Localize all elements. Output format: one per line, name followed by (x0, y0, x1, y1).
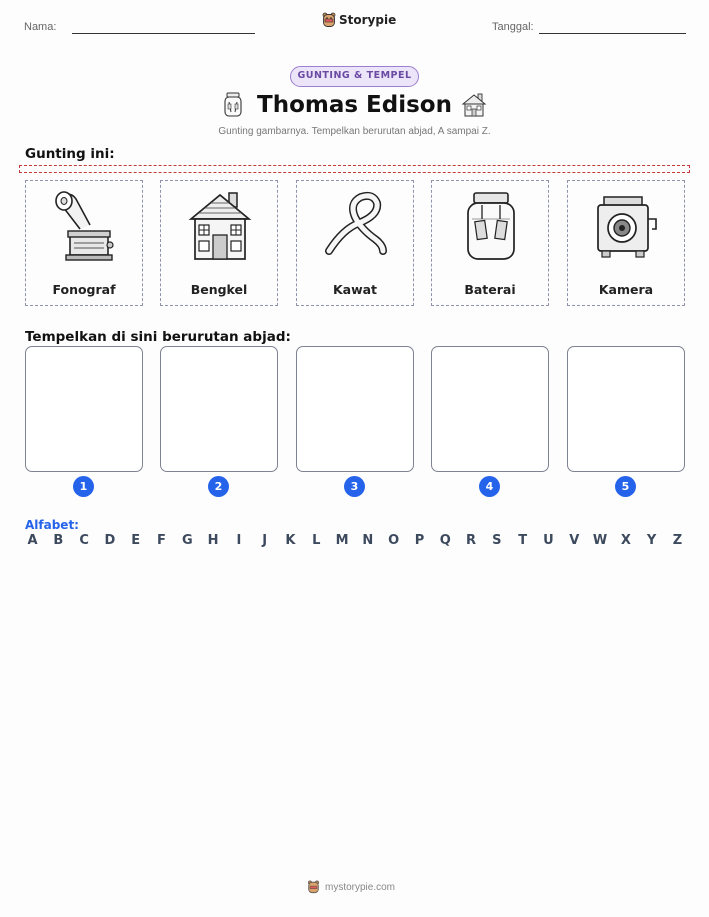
name-field[interactable] (72, 33, 255, 34)
alphabet-letter: R (466, 533, 477, 548)
wire-coil-icon (321, 189, 391, 263)
footer-url: mystorypie.com (325, 881, 396, 893)
paste-slot-3[interactable] (296, 346, 414, 472)
paste-slot-1[interactable] (25, 346, 143, 472)
cut-card-fonograf[interactable] (25, 180, 143, 306)
alphabet-letter: L (312, 533, 321, 548)
scissors-cut-line (19, 165, 690, 173)
card-label: Kamera (598, 282, 654, 297)
footer (307, 880, 395, 894)
alphabet-letter: H (207, 533, 219, 548)
slot-number-badge: 3 (344, 476, 365, 497)
name-label: Nama: (24, 21, 57, 33)
alphabet-label: Alfabet: (25, 518, 79, 532)
camera-icon (592, 189, 662, 263)
instructions: Gunting gambarnya. Tempelkan berurutan abjad, A sampai Z. (218, 126, 491, 137)
alphabet-letter: N (362, 533, 374, 548)
cut-card-kamera[interactable] (567, 180, 685, 306)
alphabet-letter: J (262, 533, 268, 548)
cut-section-title: Gunting ini: (25, 146, 115, 162)
phonograph-icon (50, 189, 120, 263)
alphabet-letter: X (620, 533, 631, 548)
card-label: Baterai (464, 282, 516, 297)
alphabet-letter: O (388, 533, 400, 548)
card-label: Kawat (332, 282, 378, 297)
alphabet-letter: D (104, 533, 116, 548)
alphabet-letter: Z (672, 533, 683, 548)
alphabet-letter: E (131, 533, 141, 548)
paste-slot-4[interactable] (431, 346, 549, 472)
paste-slot-5[interactable] (567, 346, 685, 472)
workshop-house-icon (461, 92, 487, 118)
cut-card-kawat[interactable] (296, 180, 414, 306)
paste-slot-2[interactable] (160, 346, 278, 472)
activity-badge: GUNTING & TEMPEL (290, 66, 419, 87)
card-label: Fonograf (52, 282, 116, 297)
alphabet-letter: F (157, 533, 166, 548)
page-title: Thomas Edison (257, 92, 452, 118)
storypie-bear-icon (307, 880, 320, 894)
alphabet-letter: V (569, 533, 580, 548)
date-label: Tanggal: (492, 21, 534, 33)
paste-section-title: Tempelkan di sini berurutan abjad: (25, 329, 291, 345)
alphabet-letter: U (543, 533, 554, 548)
cut-card-bengkel[interactable] (160, 180, 278, 306)
slot-number-badge: 1 (73, 476, 94, 497)
date-field[interactable] (539, 33, 686, 34)
alphabet-letter: C (79, 533, 89, 548)
alphabet-letter: Y (646, 533, 657, 548)
slot-number-badge: 4 (479, 476, 500, 497)
slot-number-badge: 2 (208, 476, 229, 497)
brand-name: Storypie (339, 13, 397, 27)
alphabet-letter: B (53, 533, 64, 548)
alphabet-letter: A (27, 533, 38, 548)
storypie-bear-icon (322, 12, 336, 28)
alphabet-letter: I (236, 533, 242, 548)
battery-jar-icon (456, 189, 526, 263)
alphabet-letter: G (181, 533, 193, 548)
slot-number-badge: 5 (615, 476, 636, 497)
alphabet-letter: T (518, 533, 528, 548)
alphabet-letter: W (592, 533, 608, 548)
alphabet-letter: P (414, 533, 425, 548)
alphabet-letter: K (285, 533, 296, 548)
alphabet-letter: Q (439, 533, 451, 548)
cut-card-baterai[interactable] (431, 180, 549, 306)
alphabet-letter: S (492, 533, 502, 548)
alphabet-row (25, 533, 685, 548)
brand-logo (322, 12, 396, 28)
alphabet-letter: M (335, 533, 349, 548)
workshop-house-icon (185, 189, 255, 263)
card-label: Bengkel (190, 282, 248, 297)
